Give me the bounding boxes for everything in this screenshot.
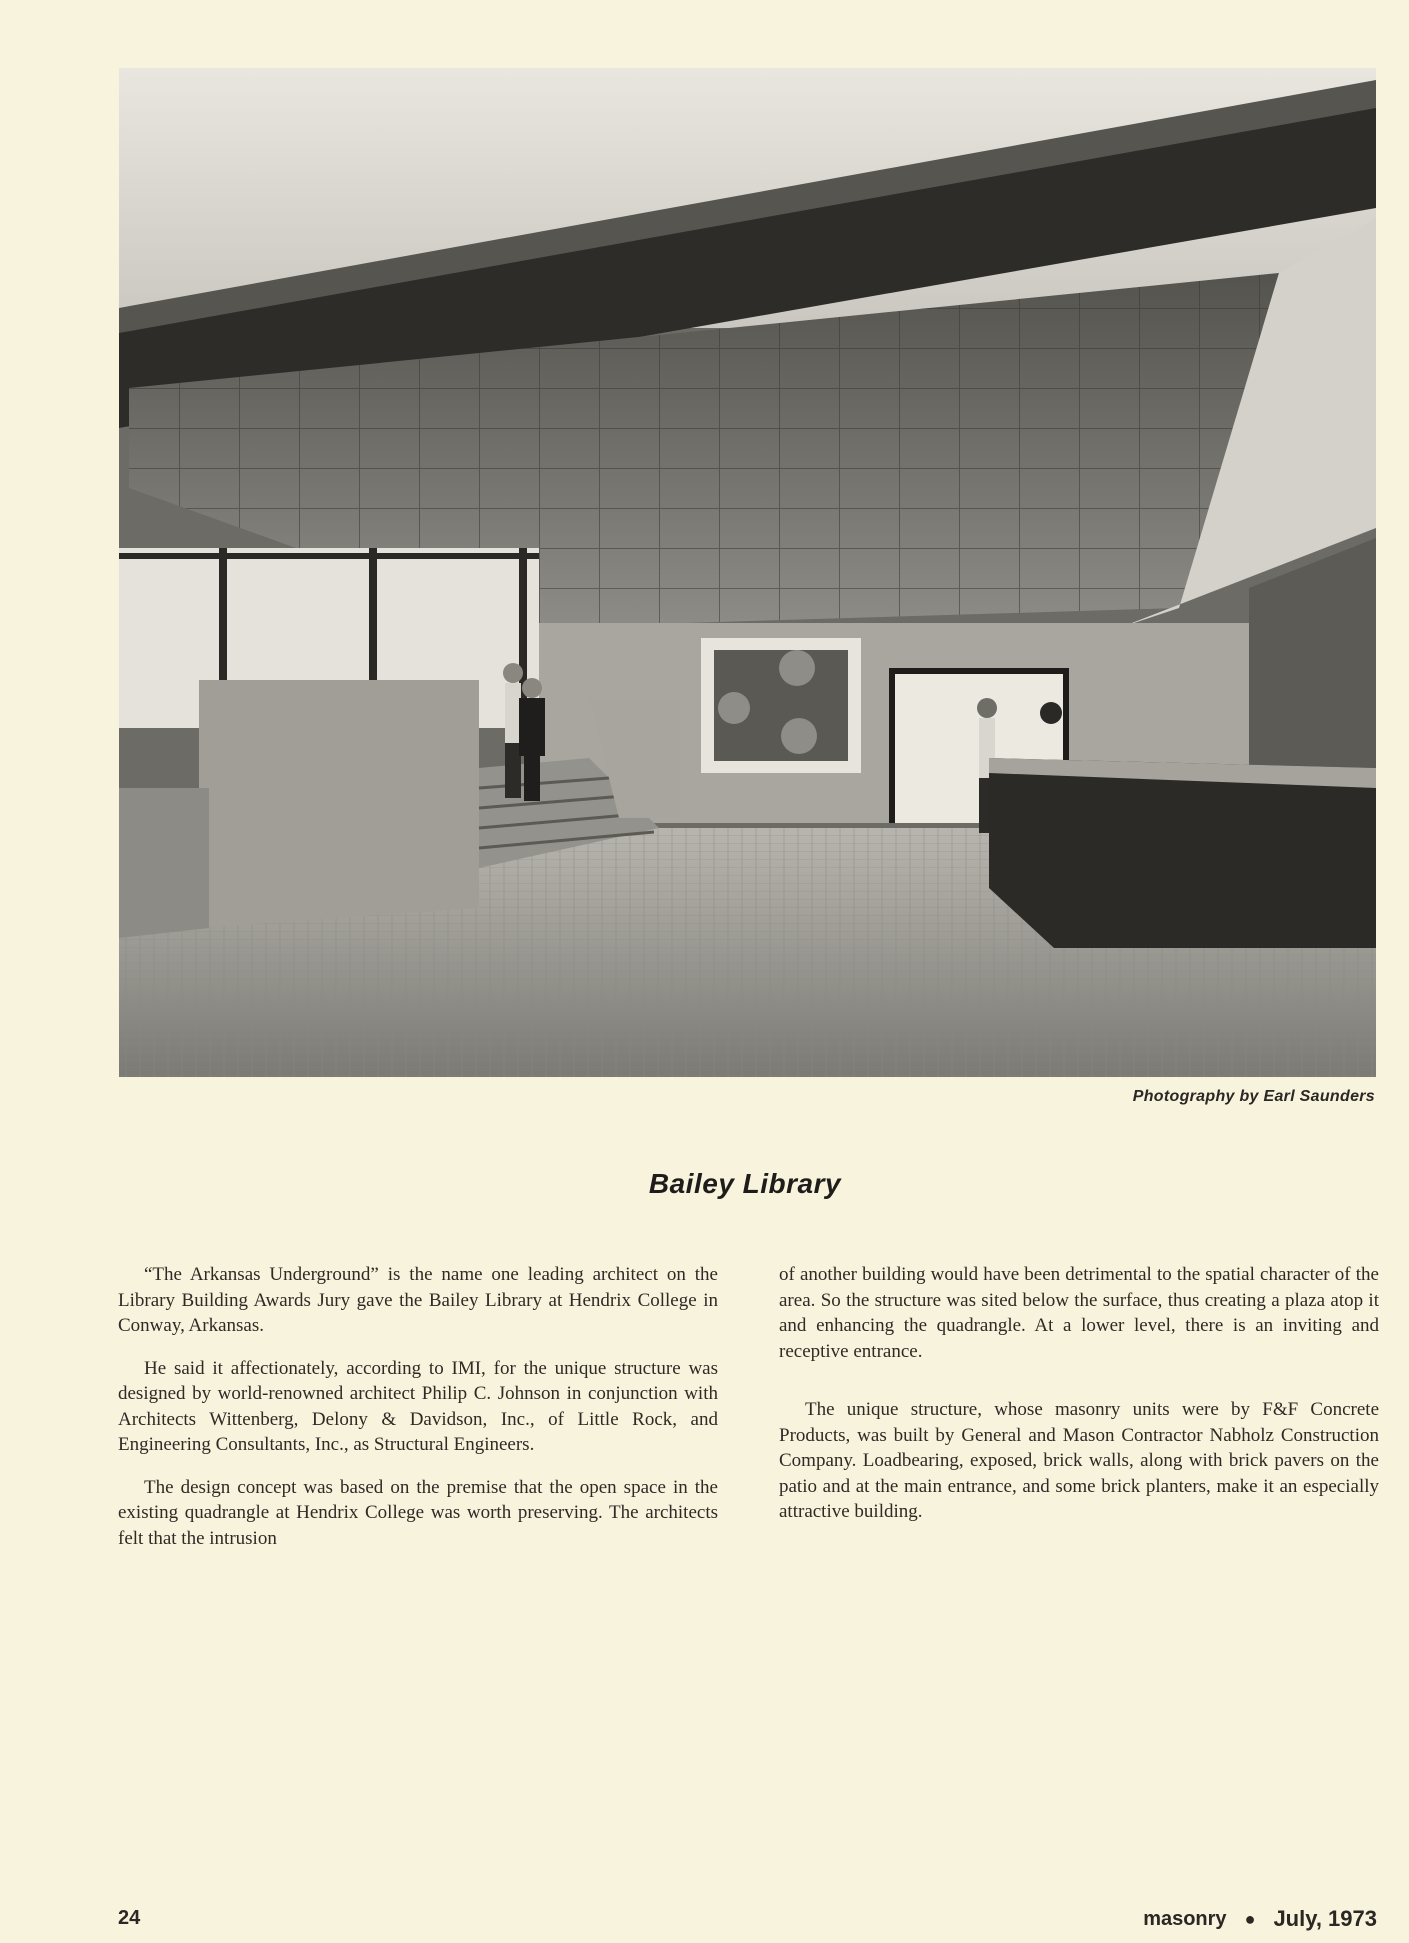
page-number: 24 [118,1907,141,1929]
paragraph: The unique structure, whose masonry units were by F&F Concrete Products, was built by General and Mason Contractor Nabholz Construction Company. Loadbearing, exposed, brick walls, along with brick pavers on the patio and at the main entrance, and some brick planters, make it an especially attractive building. [779,1399,1379,1522]
running-footer [1143,1906,1377,1932]
paragraph: He said it affectionately, according to IMI, for the unique structure was designed by world-renowned architect Philip C. Johnson in conjunction with Architects Wittenberg, Delony & Davidson, Inc., of Little Rock, and Engineering Consultants, Inc., as Structural Engineers. [118,1357,718,1455]
left-text-column [118,1262,718,1568]
magazine-name: masonry [1143,1907,1227,1930]
paragraph: “The Arkansas Underground” is the name one leading architect on the Library Building Awards Jury gave the Bailey Library at Hendrix College in Conway, Arkansas. [118,1264,718,1336]
issue-date: July, 1973 [1273,1906,1377,1931]
paragraph: of another building would have been detrimental to the spatial character of the area. So the structure was sited below the surface, thus creating a plaza atop it and enhancing the quadrangle. At a lower level, there is an inviting and receptive entrance. [779,1264,1379,1362]
photo-illustration [119,68,1376,1077]
bullet-separator: ● [1244,1908,1256,1929]
library-interior-photo [119,68,1376,1077]
right-text-column [779,1262,1379,1542]
photo-credit: Photography by Earl Saunders [1132,1088,1375,1105]
paragraph: The design concept was based on the premise that the open space in the existing quadrangle at Hendrix College was worth preserving. The architects felt that the intrusion [118,1476,718,1549]
article-title: Bailey Library [648,1168,842,1199]
